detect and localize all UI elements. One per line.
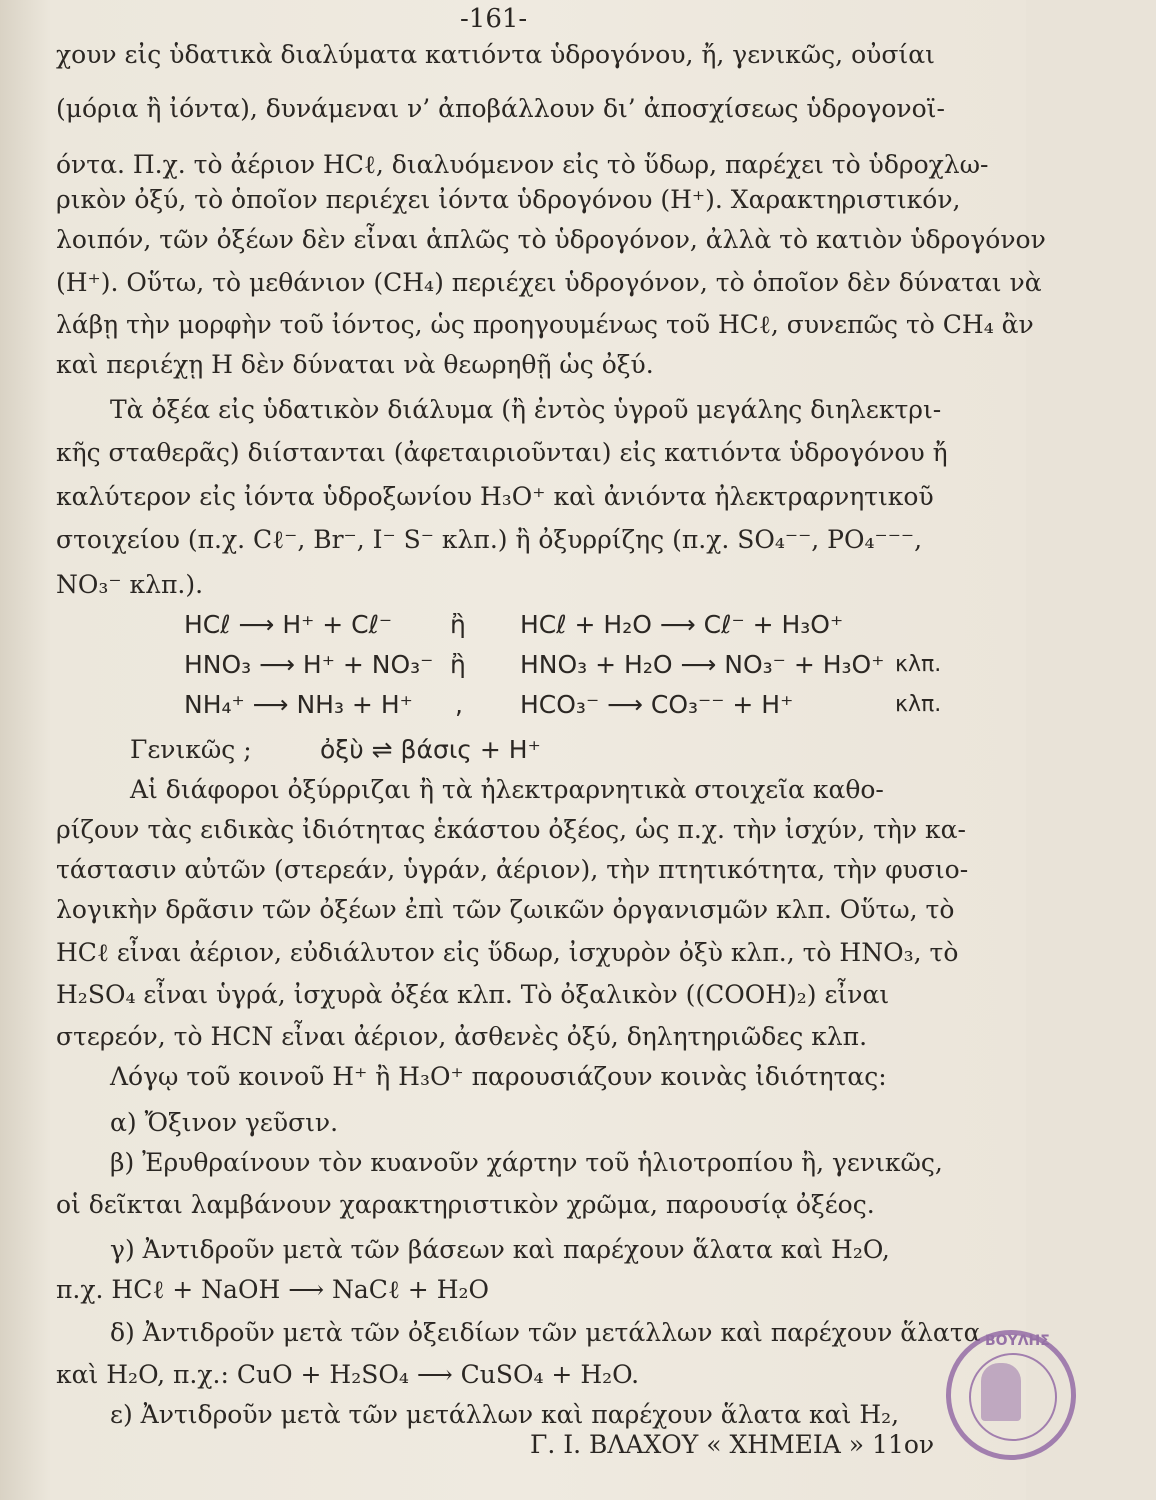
text-line: (H⁺). Οὕτω, τὸ μεθάνιον (CH₄) περιέχει ὑδρογόνον, τὸ ὁποῖον δὲν δύναται νὰ	[56, 268, 1042, 297]
text-line: όντα. Π.χ. τὸ ἀέριον HCℓ, διαλυόμενον εἰς τὸ ὕδωρ, παρέχει τὸ ὑδροχλω-	[56, 150, 989, 179]
text-line: H₂SO₄ εἶναι ὑγρά, ἰσχυρὰ ὀξέα κλπ. Τὸ ὀξαλικὸν ((COOH)₂) εἶναι	[56, 980, 890, 1009]
text-line: Αἱ διάφοροι ὀξύρριζαι ἢ τὰ ἠλεκτραρνητικὰ στοιχεῖα καθο-	[130, 775, 884, 804]
text-line: καλύτερον εἰς ἰόντα ὑδροξωνίου H₃O⁺ καὶ ἀνιόντα ἠλεκτραρνητικοῦ	[56, 482, 934, 511]
equation: HNO₃ ⟶ H⁺ + NO₃⁻	[184, 650, 434, 679]
equation: ὀξὺ ⇌ βάσις + H⁺	[320, 735, 541, 764]
text-line: οἱ δεῖκται λαμβάνουν χαρακτηριστικὸν χρῶμα, παρουσίᾳ ὀξέος.	[56, 1190, 875, 1219]
equation-or: ἢ	[450, 650, 466, 679]
text-line: Λόγῳ τοῦ κοινοῦ H⁺ ἢ H₃O⁺ παρουσιάζουν κοινὰς ἰδιότητας:	[110, 1062, 887, 1091]
text-line: στοιχείου (π.χ. Cℓ⁻, Br⁻, I⁻ S⁻ κλπ.) ἢ ὀξυρρίζης (π.χ. SO₄⁻⁻, PO₄⁻⁻⁻,	[56, 525, 923, 554]
equation: HCℓ + H₂O ⟶ Cℓ⁻ + H₃O⁺	[520, 610, 844, 639]
list-item: δ) Ἀντιδροῦν μετὰ τῶν ὀξειδίων τῶν μετάλλων καὶ παρέχουν ἅλατα	[110, 1318, 981, 1347]
equation: HCO₃⁻ ⟶ CO₃⁻⁻ + H⁺	[520, 690, 794, 719]
stamp-emblem-icon	[981, 1363, 1021, 1421]
equation-or: ἢ	[450, 610, 466, 639]
text-line: χουν εἰς ὑδατικὰ διαλύματα κατιόντα ὑδρογόνου, ἤ, γενικῶς, οὐσίαι	[56, 40, 935, 69]
footer-reference: Γ. Ι. ΒΛΑΧΟΥ « ΧΗΜΕΙΑ » 11ον	[530, 1430, 935, 1459]
list-item: γ) Ἀντιδροῦν μετὰ τῶν βάσεων καὶ παρέχουν ἅλατα καὶ H₂O,	[110, 1235, 890, 1264]
equation: NH₄⁺ ⟶ NH₃ + H⁺	[184, 690, 413, 719]
text-line: Τὰ ὀξέα εἰς ὑδατικὸν διάλυμα (ἢ ἐντὸς ὑγροῦ μεγάλης διηλεκτρι-	[110, 395, 942, 424]
text-line: (μόρια ἢ ἰόντα), δυνάμεναι ν’ ἀποβάλλουν δι’ ἀποσχίσεως ὑδρογονοϊ-	[56, 94, 945, 123]
stamp-text: ΒΟΥΛΗΣ	[985, 1333, 1050, 1349]
text-line: HCℓ εἶναι ἀέριον, εὐδιάλυτον εἰς ὕδωρ, ἰσχυρὸν ὀξὺ κλπ., τὸ HNO₃, τὸ	[56, 938, 959, 967]
list-item: α) Ὄξινον γεῦσιν.	[110, 1108, 339, 1137]
equation-line: π.χ. HCℓ + NaOH ⟶ NaCℓ + H₂O	[56, 1275, 490, 1304]
library-stamp	[946, 1330, 1076, 1460]
list-item: β) Ἐρυθραίνουν τὸν κυανοῦν χάρτην τοῦ ἡλιοτροπίου ἢ, γενικῶς,	[110, 1148, 943, 1177]
equation-separator: ,	[455, 690, 463, 719]
text-line: στερεόν, τὸ HCN εἶναι ἀέριον, ἀσθενὲς ὀξύ, δηλητηριῶδες κλπ.	[56, 1022, 868, 1051]
text-line: ρίζουν τὰς ειδικὰς ἰδιότητας ἑκάστου ὀξέος, ὡς π.χ. τὴν ἰσχύν, τὴν κα-	[56, 815, 966, 844]
text-line: λογικὴν δρᾶσιν τῶν ὀξέων ἐπὶ τῶν ζωικῶν ὀργανισμῶν κλπ. Οὕτω, τὸ	[56, 895, 955, 924]
list-item: ε) Ἀντιδροῦν μετὰ τῶν μετάλλων καὶ παρέχουν ἅλατα καὶ H₂,	[110, 1400, 900, 1429]
text-line: λάβῃ τὴν μορφὴν τοῦ ἰόντος, ὡς προηγουμένως τοῦ HCℓ, συνεπῶς τὸ CH₄ ἂν	[56, 310, 1034, 339]
text-line: καὶ περιέχῃ Η δὲν δύναται νὰ θεωρηθῇ ὡς ὀξύ.	[56, 350, 654, 379]
text-line: λοιπόν, τῶν ὀξέων δὲν εἶναι ἁπλῶς τὸ ὑδρογόνον, ἀλλὰ τὸ κατιὸν ὑδρογόνον	[56, 225, 1046, 254]
page-number: -161-	[460, 4, 528, 34]
text-line: τάστασιν αὐτῶν (στερεάν, ὑγράν, ἀέριον), τὴν πτητικότητα, τὴν φυσιο-	[56, 855, 969, 884]
text-line: NO₃⁻ κλπ.).	[56, 570, 204, 599]
equation-etc: κλπ.	[895, 692, 942, 717]
text-line: κῆς σταθερᾶς) διίστανται (ἀφεταιριοῦνται) εἰς κατιόντα ὑδρογόνου ἤ	[56, 438, 948, 467]
equation: HNO₃ + H₂O ⟶ NO₃⁻ + H₃O⁺	[520, 650, 885, 679]
equation-line: καὶ H₂O, π.χ.: CuO + H₂SO₄ ⟶ CuSO₄ + H₂O.	[56, 1360, 640, 1389]
equation: HCℓ ⟶ H⁺ + Cℓ⁻	[184, 610, 393, 639]
equation-etc: κλπ.	[895, 652, 942, 677]
text-line: ρικὸν ὀξύ, τὸ ὁποῖον περιέχει ἰόντα ὑδρογόνου (H⁺). Χαρακτηριστικόν,	[56, 185, 961, 214]
text-line: Γενικῶς ;	[130, 735, 252, 764]
